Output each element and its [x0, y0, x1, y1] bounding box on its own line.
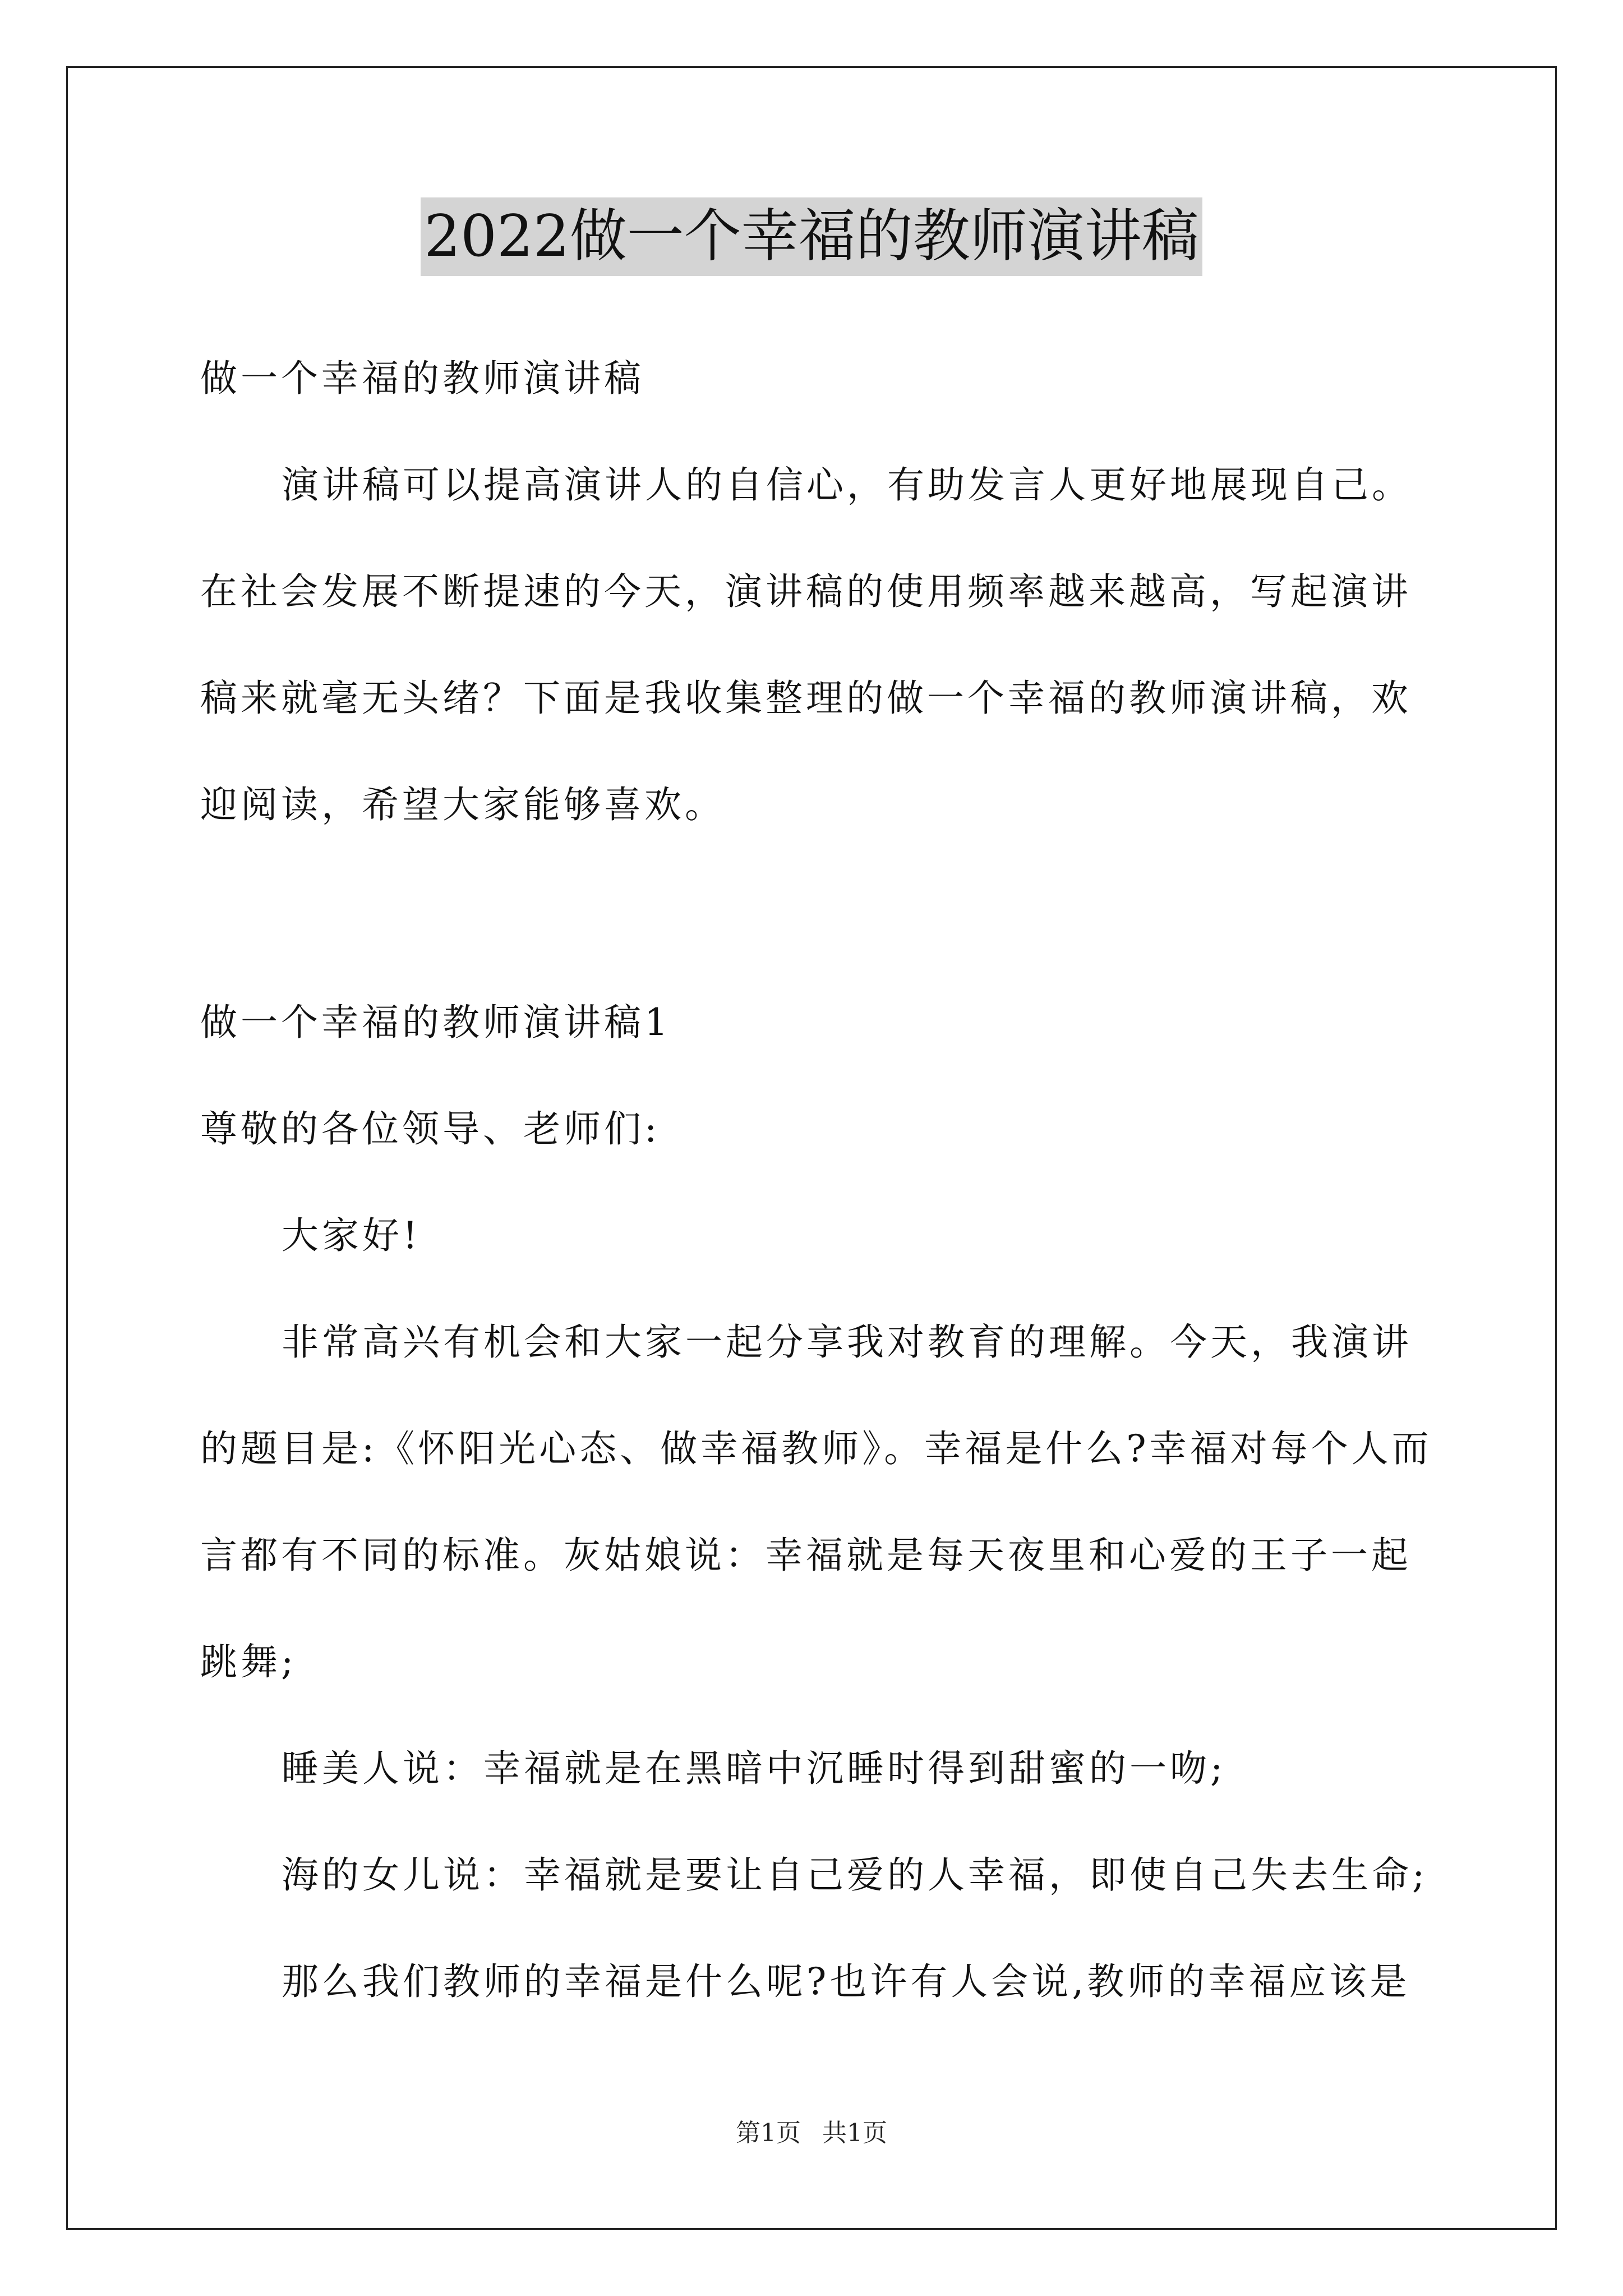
document-title: 2022做一个幸福的教师演讲稿	[421, 197, 1202, 276]
paragraph-line: 稿来就毫无头绪？下面是我收集整理的做一个幸福的教师演讲稿，欢	[200, 677, 1412, 720]
salutation-line: 尊敬的各位领导、老师们:	[200, 1107, 661, 1151]
page-footer	[0, 2116, 1623, 2150]
paragraph-line: 睡美人说：幸福就是在黑暗中沉睡时得到甜蜜的一吻;	[282, 1747, 1227, 1790]
subtitle-line: 做一个幸福的教师演讲稿	[200, 357, 644, 400]
paragraph-line: 在社会发展不断提速的今天，演讲稿的使用频率越来越高，写起演讲	[200, 570, 1412, 613]
paragraph-line: 跳舞;	[200, 1640, 297, 1683]
paragraph-line: 演讲稿可以提高演讲人的自信心，有助发言人更好地展现自己。	[282, 463, 1412, 507]
paragraph-line: 那么我们教师的幸福是什么呢?也许有人会说,教师的幸福应该是	[282, 1960, 1410, 2003]
page-number: 第1页	[736, 2119, 801, 2147]
section-heading: 做一个幸福的教师演讲稿1	[200, 1001, 671, 1044]
greeting-line: 大家好!	[282, 1214, 421, 1257]
title-container	[0, 197, 1623, 276]
paragraph-line: 的题目是:《怀阳光心态、做幸福教师》。幸福是什么?幸福对每个人而	[200, 1427, 1432, 1470]
paragraph-line: 迎阅读，希望大家能够喜欢。	[200, 783, 725, 826]
paragraph-line: 海的女儿说：幸福就是要让自己爱的人幸福，即使自己失去生命;	[282, 1853, 1428, 1897]
paragraph-line: 言都有不同的标准。灰姑娘说：幸福就是每天夜里和心爱的王子一起	[200, 1534, 1412, 1577]
paragraph-line: 非常高兴有机会和大家一起分享我对教育的理解。今天，我演讲	[282, 1320, 1412, 1364]
page-total: 共1页	[822, 2119, 887, 2147]
